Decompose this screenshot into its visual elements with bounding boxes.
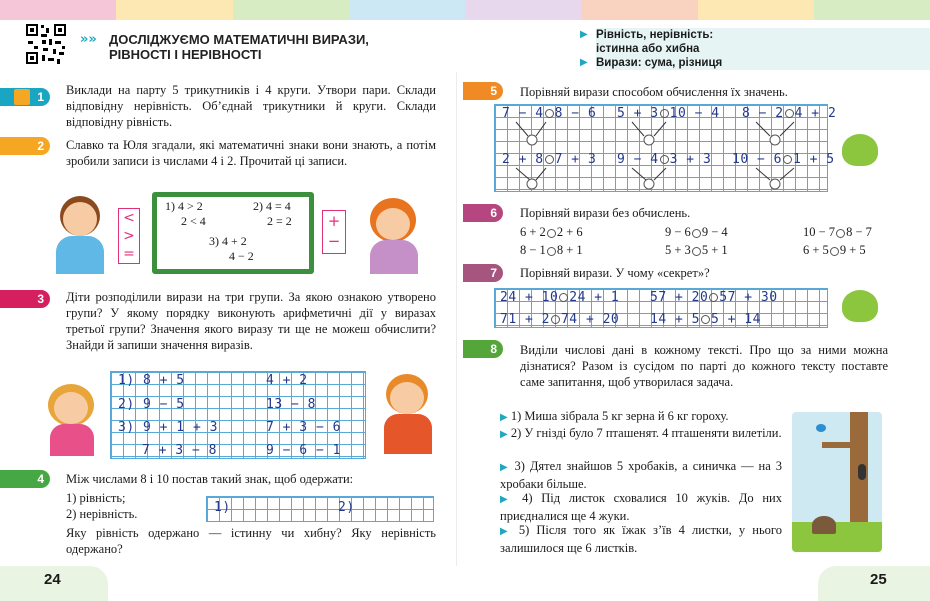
top-color-strip [0, 0, 930, 20]
t6-item-3: 10 − 7 8 − 7 [803, 225, 872, 239]
signs-right-card: + − [322, 210, 346, 254]
board-2b: 2 = 2 [267, 214, 292, 228]
girl-illustration [360, 194, 430, 274]
t3-right-2: 13 − 8 [266, 397, 316, 412]
t8-item-1: ▶ 1) Миша зібрала 5 кг зерна й 6 кг гороху. [500, 409, 729, 423]
board-1b: 2 < 4 [181, 214, 206, 228]
t5-arrows [494, 104, 828, 192]
t8-item-2: ▶ 2) У гнізді було 7 пташенят. 4 пташеняти вилетіли. [500, 426, 782, 440]
t6-item-1: 6 + 2 2 + 6 [520, 225, 583, 239]
task-7-text: Порівняй вирази. У чому «секрет»? [520, 266, 710, 280]
t3-right-4: 9 − 6 − 1 [266, 443, 341, 458]
board-2a: 2) 4 = 4 [253, 199, 291, 213]
t4-grid-1: 1) [214, 500, 231, 515]
task-7-badge: 7 [463, 264, 503, 282]
strip-seg-8 [814, 0, 930, 20]
strip-seg-1 [0, 0, 116, 20]
t7-r2-b: 14 + 5 5 + 14 [650, 312, 761, 327]
t6-item-2: 9 − 6 9 − 4 [665, 225, 728, 239]
boy2-illustration [380, 370, 436, 454]
task-2-badge: 2 [0, 137, 50, 155]
task-5-text: Порівняй вирази способом обчислення їх значень. [520, 85, 788, 99]
t3-left-1: 1) 8 + 5 [118, 373, 185, 388]
t5-r2-b: 9 − 4 3 + 3 [617, 152, 712, 167]
t3-left-3: 3) 9 + 1 + 3 [118, 420, 218, 435]
task-6-badge: 6 [463, 204, 503, 222]
task-3-badge: 3 [0, 290, 50, 308]
group-work-icon [14, 89, 30, 105]
strip-seg-2 [116, 0, 232, 20]
task-8-text: Виділи числові дані в кожному тексті. Про що за ними можна дізнатися? Разом із сусідом по парті до кожного тексту поставте саме запитання, щоб утворилася задача. [520, 343, 888, 389]
t8-item-3: ▶ 3) Дятел знайшов 5 хробаків, а синичка — на 3 хробаки більше. [500, 459, 782, 491]
t5-r1-c: 8 − 2 4 + 2 [742, 106, 837, 121]
task-3-text: Діти розподілили вирази на три групи. За якою ознакою утворено групи? У якому порядку виконують арифметичні дії у виразах третьої групи? Значення якого виразу ти ще не можеш обчислити? Знайди й запиши значення виразів. [66, 290, 436, 352]
strip-seg-7 [698, 0, 814, 20]
t8-item-4: ▶ 4) Під листок сховалися 10 жуків. До них приєдналися ще 4 жуки. [500, 491, 783, 523]
green-monster-icon-2 [842, 290, 878, 322]
t7-r1-b: 57 + 20 57 + 30 [650, 290, 778, 305]
t3-left-4: 7 + 3 − 8 [142, 443, 217, 458]
page-number-left: 24 [0, 566, 108, 601]
task-4-grid [206, 496, 434, 522]
t3-right-3: 7 + 3 − 6 [266, 420, 341, 435]
t6-item-6: 6 + 5 9 + 5 [803, 243, 866, 257]
topics-box: ▶ Рівність, нерівність: істинна або хибна ▶ Вирази: сума, різниця [580, 29, 723, 69]
task-1-text: Виклади на парту 5 трикутників і 4 круги. Утвори пари. Склади відповідну нерівність. Об’єднай трикутники й круги. Склади відповідну рівність. [66, 83, 436, 129]
board-3a: 3) 4 + 2 [209, 234, 247, 248]
task-5-badge: 5 [463, 82, 503, 100]
task-2-text: Славко та Юля згадали, які математичні знаки вони знають, а потім зробили записи із числами 4 і 2. Прочитай ці записи. [66, 138, 436, 168]
task-4-option-1: 1) рівність; [66, 491, 126, 505]
t3-right-1: 4 + 2 [266, 373, 308, 388]
chalkboard [152, 192, 314, 274]
task-4-option-2: 2) нерівність. [66, 507, 138, 521]
t7-r2-a: 71 + 2 74 + 20 [500, 312, 620, 327]
task-8-badge: 8 [463, 340, 503, 358]
t5-r1-b: 5 + 3 10 − 4 [617, 106, 720, 121]
page-title: ДОСЛІДЖУЄМО МАТЕМАТИЧНІ ВИРАЗИ, РІВНОСТІ І НЕРІВНОСТІ [109, 32, 369, 62]
strip-seg-4 [349, 0, 465, 20]
t7-r1-a: 24 + 10 24 + 1 [500, 290, 620, 305]
t5-r1-a: 7 − 4 8 − 6 [502, 106, 597, 121]
t6-item-5: 5 + 3 5 + 1 [665, 243, 728, 257]
t5-r2-a: 2 + 8 7 + 3 [502, 152, 597, 167]
boy-illustration [46, 192, 114, 274]
signs-left-card: < > = [118, 208, 140, 264]
header-double-chevron-icon: »» [80, 32, 97, 47]
topic-arrow-icon: ▶ [580, 29, 588, 40]
board-3b: 4 − 2 [229, 249, 254, 263]
task-1-badge: 1 [0, 88, 50, 106]
t6-item-4: 8 − 1 8 + 1 [520, 243, 583, 257]
task-4-text: Між числами 8 і 10 постав такий знак, щоб одержати: [66, 472, 354, 486]
qr-code-icon[interactable] [24, 22, 68, 66]
topic-arrow-icon: ▶ [580, 57, 588, 68]
t5-r2-c: 10 − 6 1 + 5 [732, 152, 835, 167]
task-4-question: Яку рівність одержано — істинну чи хибну? Яку нерівність одержано? [66, 526, 436, 556]
task-6-text: Порівняй вирази без обчислень. [520, 206, 691, 220]
strip-seg-5 [465, 0, 581, 20]
page-number-right: 25 [818, 566, 930, 601]
t4-grid-2: 2) [338, 500, 355, 515]
forest-illustration [792, 412, 882, 552]
t8-item-5: ▶ 5) Після того як їжак з’їв 4 листки, у нього залишилося ще 6 листків. [500, 523, 782, 555]
task-4-badge: 4 [0, 470, 50, 488]
t3-left-2: 2) 9 − 5 [118, 397, 185, 412]
strip-seg-3 [233, 0, 349, 20]
girl2-illustration [40, 380, 106, 456]
green-monster-icon [842, 134, 878, 166]
board-1a: 1) 4 > 2 [165, 199, 203, 213]
page-spine [456, 72, 457, 566]
strip-seg-6 [581, 0, 697, 20]
